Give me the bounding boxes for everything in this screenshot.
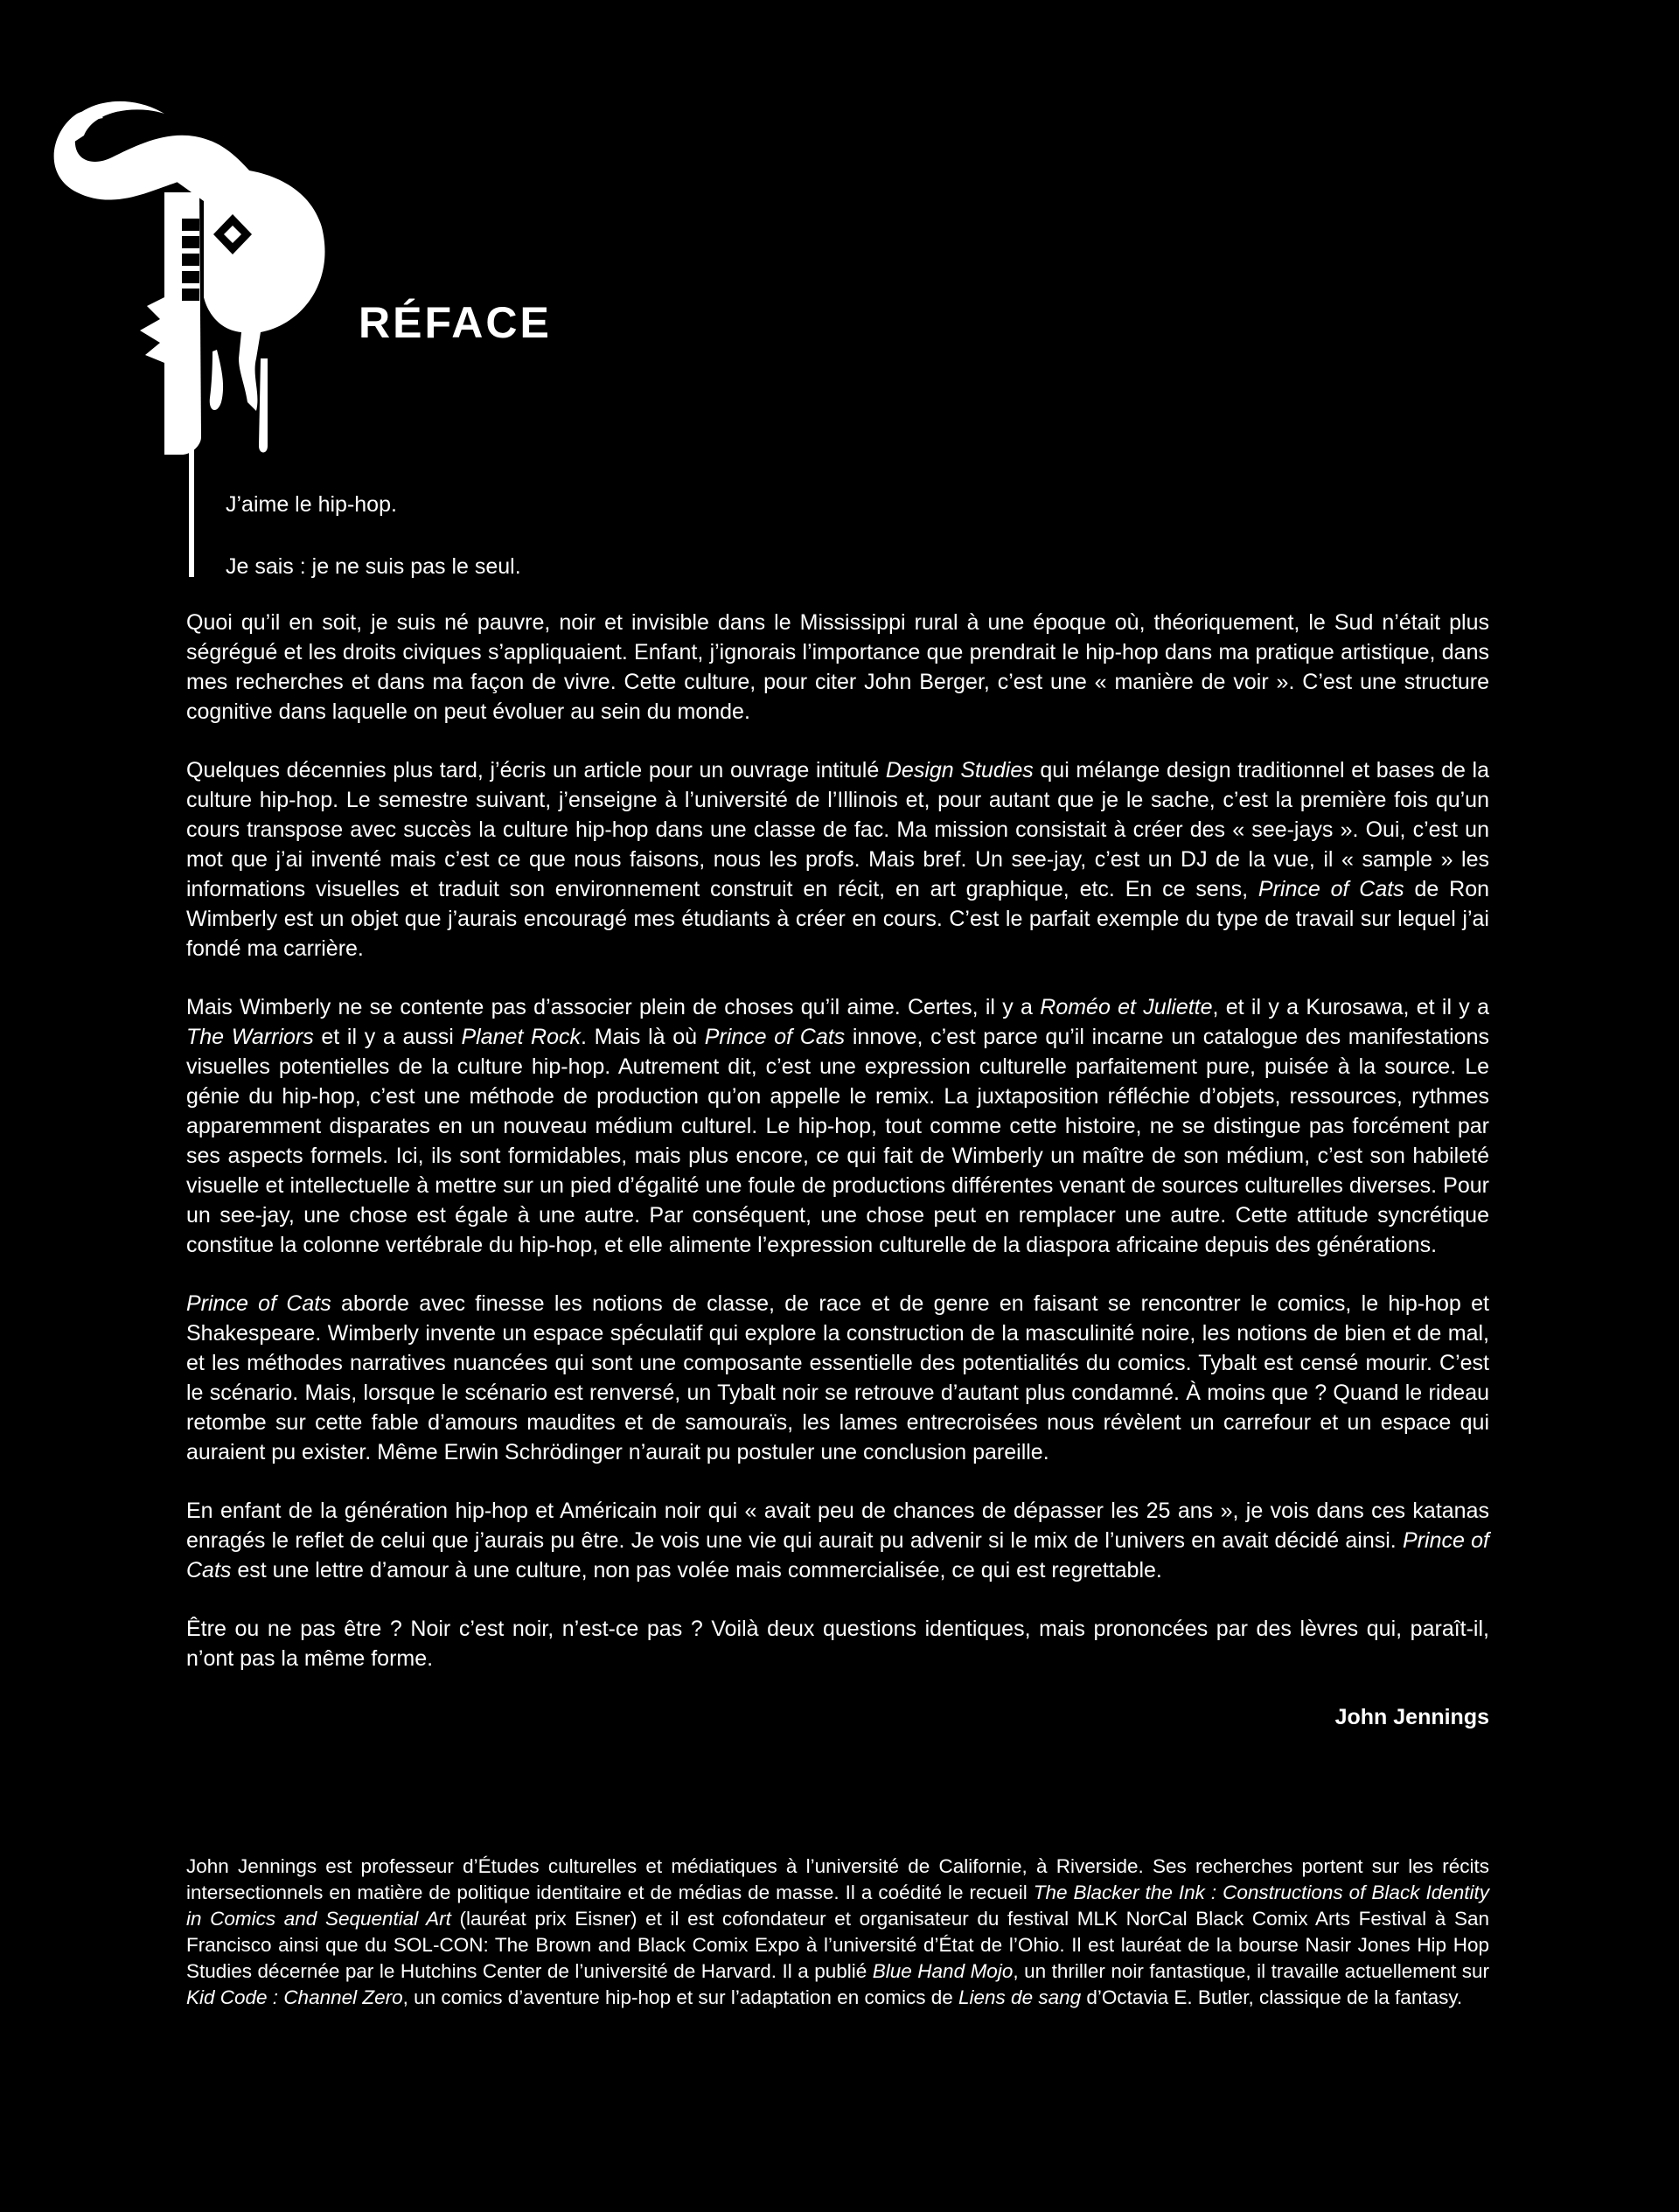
text-run: aborde avec finesse les notions de classe, de race et de genre en faisant se rencontrer le comics, le hip-hop et Shakespeare. Wimberly invente un espace spéculatif qui explore la construction de la masculinité noire, les notions de bien et de mal, et les méthodes narratives nuancées qui sont une composante essentielle des potentialités du comics. Tybalt est censé mourir. C’est le scénario. Mais, lorsque le scénario est renversé, un Tybalt noir se retrouve d’autant plus condamné. À moins que ? Quand le rideau retombe sur cette fable d’amours maudites et de samouraïs, les lames entrecroisées nous révèlent un carrefour et un espace qui auraient pu exister. Même Erwin Schrödinger n’aurait pu postuler une conclusion pareille. (186, 1291, 1489, 1464)
text-run: innove, c’est parce qu’il incarne un catalogue des manifestations visuelles potentielles de la culture hip-hop. Autrement dit, c’est une expression culturelle parfaitement pure, puisée à la source. Le génie du hip-hop, c’est une méthode de production qu’on appelle le remix. La juxtaposition réfléchie d’objets, ressources, rythmes apparemment disparates en un nouveau médium culturel. Le hip-hop, tout comme cette histoire, ne se distingue pas forcément par ses aspects formels. Ici, ils sont formidables, mais plus encore, ce qui fait de Wimberly un maître de son médium, c’est son habileté visuelle et intellectuelle à mettre sur un pied d’égalité une foule de productions différentes venant de sources culturelles diverses. Pour un see-jay, une chose est égale à une autre. Par conséquent, une chose peut en remplacer une autre. Cette attitude syncrétique constitue la colonne vertébrale du hip-hop, et elle alimente l’expression culturelle de la diaspora africaine depuis des générations. (186, 1025, 1489, 1257)
italic-title: Liens de sang (958, 1986, 1082, 2008)
text-run: , un thriller noir fantastique, il travaille actuellement sur (1013, 1960, 1489, 1982)
italic-title: The Blacker the Ink : Constructions of Black Identity in Comics and Sequential Art (186, 1882, 1489, 1930)
italic-title: Prince of Cats (704, 1025, 846, 1049)
text-run: Mais Wimberly ne se contente pas d’associer plein de choses qu’il aime. Certes, il y a (186, 995, 1041, 1019)
italic-title: Prince of Cats (186, 1528, 1489, 1582)
italic-title: Design Studies (885, 758, 1034, 783)
paragraph (186, 1289, 1489, 1467)
preface-body (186, 608, 1489, 1761)
text-run: , et il y a Kurosawa, et il y a (1212, 995, 1490, 1019)
text-run: d’Octavia E. Butler, classique de la fantasy. (1081, 1986, 1463, 2008)
text-run: Être ou ne pas être ? Noir c’est noir, n’est-ce pas ? Voilà deux questions identiques, mais prononcées par des lèvres qui, paraît-il, n’ont pas la même forme. (186, 1617, 1489, 1671)
text-run: , un comics d’aventure hip-hop et sur l’adaptation en comics de (402, 1986, 959, 2008)
author-bio (186, 1854, 1489, 2011)
text-run: de Ron Wimberly est un objet que j’aurais encouragé mes étudiants à créer en cours. C’est le parfait exemple du type de travail sur lequel j’ai fondé ma carrière. (186, 877, 1490, 961)
text-run: est une lettre d’amour à une culture, non pas volée mais commercialisée, ce qui est regrettable. (231, 1558, 1162, 1582)
italic-title: The Warriors (186, 1025, 314, 1049)
paragraph (186, 755, 1489, 963)
paragraph (186, 992, 1489, 1260)
text-run: Quoi qu’il en soit, je suis né pauvre, noir et invisible dans le Mississippi rural à une époque où, théoriquement, le Sud n’était plus ségrégué et les droits civiques s’appliquaient. Enfant, j’ignorais l’importance que prendrait le hip-hop dans ma pratique artistique, dans mes recherches et dans ma façon de vivre. Cette culture, pour citer John Berger, c’est une « manière de voir ». C’est une structure cognitive dans laquelle on peut évoluer au sein du monde. (186, 610, 1489, 724)
paragraph (186, 1614, 1489, 1673)
text-run: . Mais là où (581, 1025, 705, 1049)
text-run: Quelques décennies plus tard, j’écris un article pour un ouvrage intitulé (186, 758, 886, 783)
italic-title: Roméo et Juliette (1040, 995, 1213, 1019)
italic-title: Kid Code : Channel Zero (186, 1986, 403, 2008)
intro-line: J’aime le hip-hop. (226, 492, 397, 517)
page-title: RÉFACE (359, 298, 552, 347)
intro-line: Je sais : je ne suis pas le seul. (226, 554, 521, 579)
paragraph (186, 608, 1489, 727)
text-run: John Jennings est professeur d’Études culturelles et médiatiques à l’université de Californie, à Riverside. Ses recherches portent sur les récits intersectionnels en matière de politique identitaire et de médias de masse. Il a coédité le recueil (186, 1855, 1489, 1903)
text-run: En enfant de la génération hip-hop et Américain noir qui « avait peu de chances de dépasser les 25 ans », je vois dans ces katanas enragés le reflet de celui que j’aurais pu être. Je vois une vie qui aurait pu advenir si le mix de l’univers en avait décidé ainsi. (186, 1499, 1489, 1553)
italic-title: Blue Hand Mojo (872, 1960, 1014, 1982)
author-signature: John Jennings (1334, 1705, 1489, 1729)
italic-title: Prince of Cats (186, 1291, 331, 1316)
paragraph (186, 1496, 1489, 1585)
text-run: (lauréat prix Eisner) et il est cofondateur et organisateur du festival MLK NorCal Black Comix Arts Festival à San Francisco ainsi que du SOL-CON: The Brown and Black Comix Expo à l’université d’État de l’Ohio. Il est lauréat de la bourse Nasir Jones Hip Hop Studies décernée par le Hutchins Center de l’université de Harvard. Il a publié (186, 1908, 1489, 1982)
text-run: et il y a aussi (313, 1025, 462, 1049)
text-run: qui mélange design traditionnel et bases de la culture hip-hop. Le semestre suivant, j’enseigne à l’université de l’Illinois et, pour autant que je le sache, c’est la première fois qu’un cours transpose avec succès la culture hip-hop dans une classe de fac. Ma mission consistait à créer des « see-jays ». Oui, c’est un mot que j’ai inventé mais c’est ce que nous faisons, nous les profs. Mais bref. Un see-jay, c’est un DJ de la vue, il « sample » les informations visuelles et traduit son environnement construit en récit, en art graphique, etc. En ce sens, (186, 758, 1489, 901)
paragraphs (186, 608, 1489, 1673)
italic-title: Prince of Cats (1258, 877, 1404, 901)
italic-title: Planet Rock (461, 1025, 582, 1049)
